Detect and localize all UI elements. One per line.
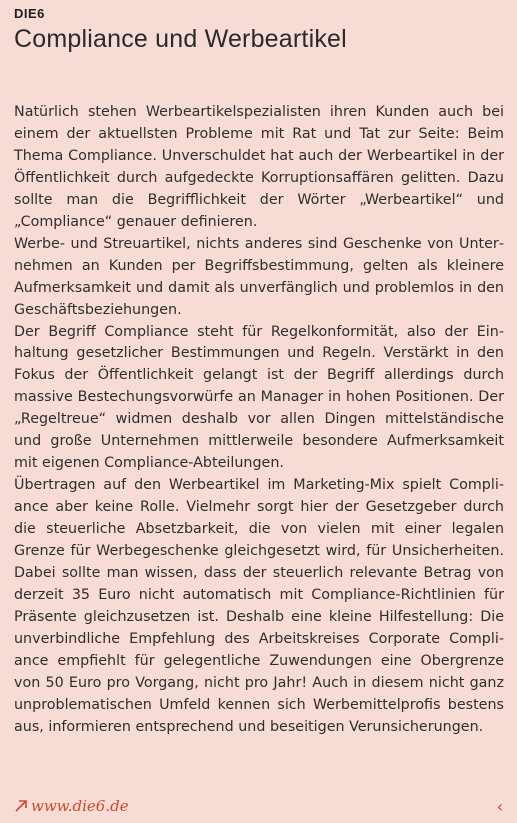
arrow-up-right-icon bbox=[14, 799, 28, 813]
website-link[interactable] bbox=[14, 797, 129, 815]
article-paragraph-3: Der Begriff Compliance steht für Regelkonformität, also der Einhaltung gesetzlicher Bestimmungen und Regeln. Verstärkt in den Fokus der Öffentlichkeit gelangt ist der Begriff allerdings durch massive Bestechungsvorwürfe an Manager in hohen Positionen. Der „Regeltreue“ widmen deshalb vor allen Dingen mittelständische und große Unternehmen mittlerweile besondere Aufmerksamkeit mit eigenen Compliance-Abteilungen. bbox=[14, 323, 504, 472]
website-link-text: www.die6.de bbox=[31, 797, 129, 815]
page-title: Compliance und Werbeartikel bbox=[14, 25, 347, 53]
footer bbox=[14, 796, 503, 816]
article-body bbox=[14, 102, 504, 739]
brand-label: DIE6 bbox=[14, 6, 45, 21]
chevron-left-icon[interactable]: ‹ bbox=[496, 796, 503, 816]
article-paragraph-4: Übertragen auf den Werbeartikel im Marketing-Mix spielt Compliance aber keine Rolle. Vielmehr sorgt hier der Gesetzgeber durch die steuerliche Absetzbarkeit, die von vielen mit einer legalen Grenze für Werbegeschenke gleichgesetzt wird, für Unsicherheiten. Dabei sollte man wissen, dass der steuerlich relevante Betrag von derzeit 35 Euro nicht automatisch mit Compliance-Richtlinien für Präsente gleichzusetzen ist. Deshalb eine kleine Hilfestellung: Die unverbindliche Empfehlung des Arbeitskreises Corporate Compliance empfiehlt für gelegentliche Zuwendungen eine Obergrenze von 50 Euro pro Vorgang, nicht pro Jahr! Auch in diesem nicht ganz unproblematischen Umfeld kennen sich Werbemittelprofis bestens aus, informieren entsprechend und beseitigen Verunsicherungen. bbox=[14, 477, 504, 735]
article-paragraph-1: Natürlich stehen Werbeartikelspezialisten ihren Kunden auch bei einem der aktuellsten Probleme mit Rat und Tat zur Seite: Beim Thema Compliance. Unverschuldet hat auch der Werbeartikel in der Öffentlichkeit durch aufgedeckte Korruptionsaffären gelitten. Dazu sollte man die Begrifflichkeit der Wörter „Werbeartikel“ und „Compliance“ genauer definieren. bbox=[14, 104, 504, 230]
article-paragraph-2: Werbe- und Streuartikel, nichts anderes sind Geschenke von Unternehmen an Kunden per Begriffsbestimmung, gelten als kleinere Aufmerksamkeit und damit als unverfänglich und problemlos in den Geschäftsbeziehungen. bbox=[14, 235, 504, 318]
